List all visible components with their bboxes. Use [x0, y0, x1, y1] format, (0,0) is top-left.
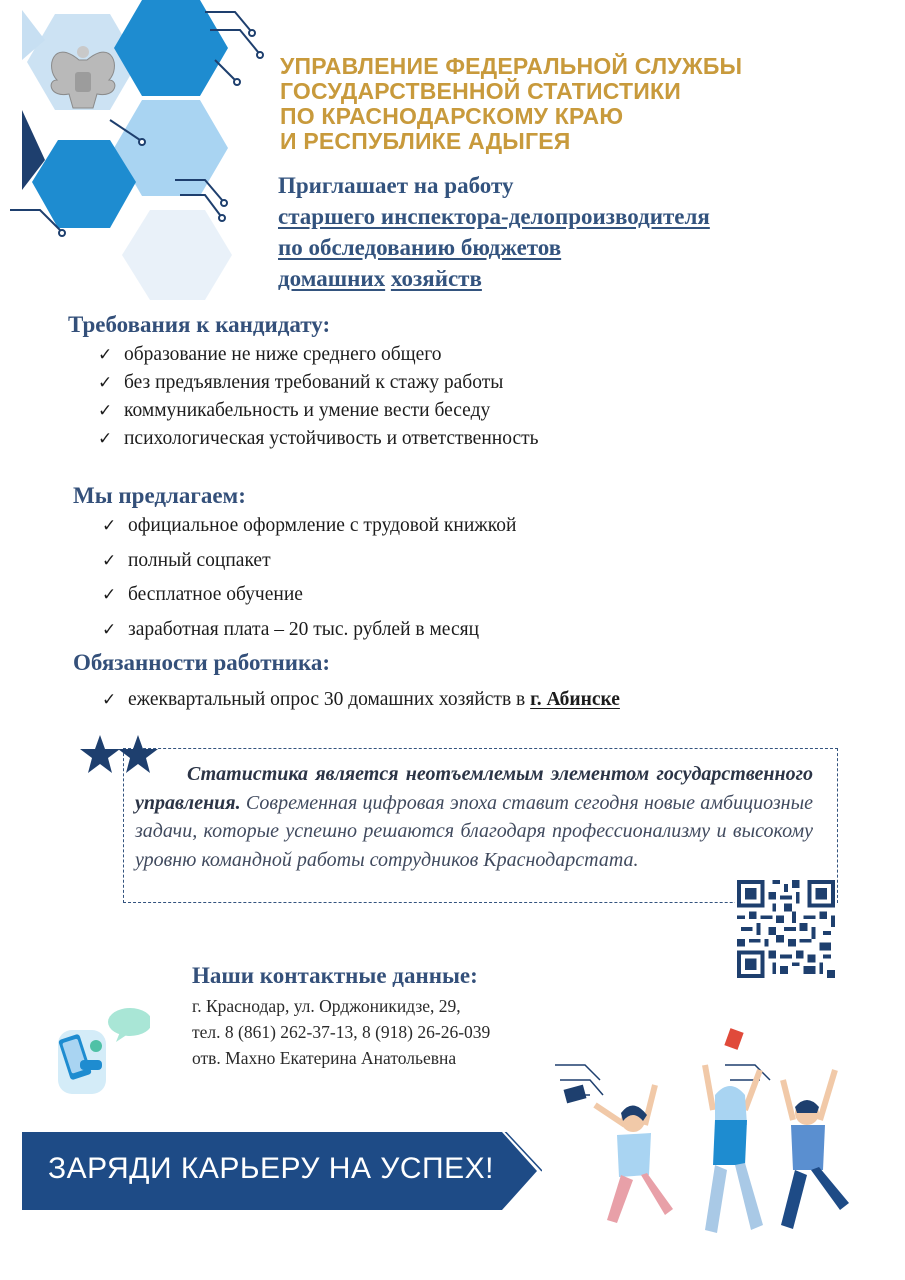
org-line-3: ПО КРАСНОДАРСКОМУ КРАЮ	[280, 103, 624, 129]
list-item: ✓ психологическая устойчивость и ответственность	[98, 425, 539, 453]
organization-name	[280, 54, 840, 154]
offer-title: Мы предлагаем:	[73, 483, 246, 508]
contact-phones: тел. 8 (861) 262-37-13, 8 (918) 26-26-039	[192, 1022, 491, 1042]
jumping-people-illustration	[555, 1025, 865, 1265]
invite-position: старшего инспектора-делопроизводителя	[278, 204, 710, 229]
invite-line-1: Приглашает на работу	[278, 173, 514, 198]
duties-list	[102, 683, 620, 718]
requirements-title: Требования к кандидату:	[68, 312, 331, 337]
quote-text	[135, 760, 813, 874]
contacts-title: Наши контактные данные:	[192, 963, 478, 988]
hexagon-decoration	[0, 0, 300, 300]
org-line-2: ГОСУДАРСТВЕННОЙ СТАТИСТИКИ	[280, 78, 681, 104]
invite-line-3: по обследованию бюджетов	[278, 235, 562, 260]
invite-line-4b: хозяйств	[390, 266, 482, 291]
contact-address: г. Краснодар, ул. Орджоникидзе, 29,	[192, 996, 461, 1016]
quote-bold: Статистика является неотъемлемым элементом государственного управления.	[135, 763, 813, 814]
list-item: ✓ бесплатное обучение	[102, 578, 516, 613]
list-item: ✓ официальное оформление с трудовой книжкой	[102, 509, 516, 544]
job-invitation	[278, 170, 838, 294]
duties-title: Обязанности работника:	[73, 650, 331, 675]
banner-text: ЗАРЯДИ КАРЬЕРУ НА УСПЕХ!	[48, 1152, 494, 1185]
list-item: ✓ без предъявления требований к стажу работы	[98, 369, 539, 397]
invite-line-4a: домашних	[278, 266, 386, 291]
quote-rest: Современная цифровая эпоха ставит сегодня новые амбициозные задачи, которые успешно решаются благодаря профессионализму и высокому уровню командной работы сотрудников Краснодарстата.	[135, 791, 813, 871]
list-item: ✓ образование не ниже среднего общего	[98, 341, 539, 369]
qr-code-icon[interactable]	[735, 880, 837, 978]
duty-city: г. Абинске	[530, 689, 620, 710]
contact-person: отв. Махно Екатерина Анатольевна	[192, 1048, 457, 1068]
phone-message-icon	[50, 1000, 150, 1100]
org-line-4: И РЕСПУБЛИКЕ АДЫГЕЯ	[280, 128, 571, 154]
list-item: ✓ полный соцпакет	[102, 544, 516, 579]
list-item: ✓ заработная плата – 20 тыс. рублей в месяц	[102, 613, 516, 648]
requirements-list	[98, 341, 539, 453]
list-item: ✓ коммуникабельность и умение вести беседу	[98, 397, 539, 425]
org-line-1: УПРАВЛЕНИЕ ФЕДЕРАЛЬНОЙ СЛУЖБЫ	[280, 53, 743, 79]
offer-list	[102, 509, 516, 647]
list-item	[102, 683, 620, 718]
duty-text: ежеквартальный опрос 30 домашних хозяйств в	[128, 689, 531, 710]
contacts-block	[192, 993, 490, 1071]
